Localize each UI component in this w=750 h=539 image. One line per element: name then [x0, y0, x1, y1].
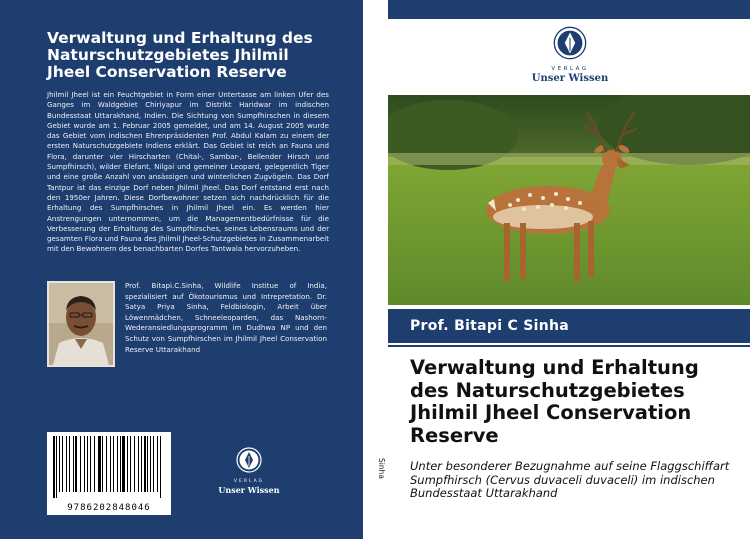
- barcode-bar: [138, 436, 139, 492]
- publisher-verlag-label: VERLAG: [551, 66, 589, 72]
- spine: [363, 0, 388, 539]
- barcode-bar: [69, 436, 70, 492]
- front-author-name: Prof. Bitapi C Sinha: [410, 318, 570, 334]
- publisher-logo-front: [514, 26, 626, 84]
- barcode-bar: [144, 436, 146, 492]
- publisher-verlag-label: VERLAG: [233, 479, 265, 484]
- barcode-number: 9786202848046: [67, 503, 151, 513]
- author-bio: Prof. Bitapi.C.Sinha, Wildlife Institue of India, spezialisiert auf Ökotourismus und Intrepretation. Dr. Satya Priya Sinha, Feldbiologin, Arbeit über Löwenmädchen, Schneeleoparden, das Nashorn-Wederansiedlungsprogramm im Dudhwa NP und den Schutz von Sumpfhirschen im Jhilmil Jheel Conservation Reserve Uttarakhand: [125, 281, 327, 354]
- barcode-bar: [94, 436, 95, 492]
- barcode-bar: [153, 436, 154, 492]
- barcode-bar: [62, 436, 63, 492]
- barcode-bar: [122, 436, 125, 492]
- barcode-bar: [106, 436, 107, 492]
- front-cover: [388, 0, 750, 539]
- barcode-bar: [160, 436, 161, 498]
- front-cover-title: Verwaltung und Erhaltung des Naturschutzgebietes Jhilmil Jheel Conservation Reserve: [410, 356, 699, 447]
- spine-author: Sinha: [377, 458, 386, 479]
- barcode-bar: [130, 436, 131, 492]
- barcode-bar: [150, 436, 151, 492]
- barcode-bar: [110, 436, 111, 492]
- publisher-logo-back: [214, 447, 284, 495]
- barcode-bar: [59, 436, 60, 492]
- front-top-bar: [388, 0, 750, 19]
- barcode-bar: [102, 436, 103, 492]
- barcode-bar: [53, 436, 55, 498]
- publisher-name: Unser Wissen: [531, 73, 609, 84]
- barcode-bar: [113, 436, 114, 492]
- pen-nib-logo-icon: [236, 447, 262, 473]
- pen-nib-logo-icon: [553, 26, 587, 60]
- barcode-bar: [134, 436, 135, 492]
- barcode-bar: [141, 436, 142, 492]
- barcode-bar: [157, 436, 158, 492]
- barcode-bar: [84, 436, 85, 492]
- barcode-bar: [73, 436, 74, 492]
- barcode-bar: [56, 436, 57, 498]
- barcode-bar: [98, 436, 101, 492]
- barcode-icon: [51, 436, 167, 498]
- divider: [388, 345, 750, 347]
- barcode-bar: [127, 436, 128, 492]
- barcode-bar: [120, 436, 121, 492]
- barcode-bar: [75, 436, 77, 492]
- barcode-bar: [80, 436, 81, 492]
- back-cover: [0, 0, 363, 539]
- barcode-bar: [87, 436, 88, 492]
- author-band: [388, 309, 750, 343]
- barcode: [47, 432, 171, 515]
- author-photo: [47, 281, 115, 367]
- back-cover-description: Jhilmil Jheel ist ein Feuchtgebiet in Form einer Untertasse am linken Ufer des Ganges im Waldgebiet Chiriyapur im Distrikt Haridwar im indischen Bundesstaat Uttarakhand, Indien. Die Sichtung von Sumpfhirschen in diesem Gebiet wurde am 1. Februar 2005 gemeldet, und am 14. August 2005 wurde das Gebiet vom indischen Ehrenpräsidenten Prof. Abdul Kalam zu einem der ersten Naturschutzgebiete Indiens erklärt. Das Gebiet ist reich an Fauna und Flora, darunter vier Hirscharten (Chital-, Sambar-, Bellender Hirsch und Sumpfhirsch), wilder Elefant, Nilgai und gemeiner Leopard, gelegentlich Tiger und eine große Anzahl von ansässigen und winterlichen Zugvögeln. Das Dorf Tantpur ist das einzige Dorf neben Jhilmil Jheel. Das Dorf entstand erst nach den 1950er Jahren. Diese Dorfbewohner setzen sich nachdrücklich für die Erhaltung des Sumpfhirsches in Jhilmil Jheel ein. Es werden hier Anstrengungen unternommen, um die Managementbedürfnisse für die Verbesserung der Erhaltung des Sumpfhirsches, seines Lebensraums und der gesamten Flora und Fauna des Jhilmil Jheel-Schutzgebietes in Zusammenarbeit mit den Bewohnern des benachbarten Dorfes Tantwala hervorzuheben.: [47, 90, 329, 254]
- publisher-name: Unser Wissen: [218, 485, 280, 495]
- barcode-bar: [147, 436, 148, 492]
- barcode-bar: [117, 436, 118, 492]
- author-portrait-icon: [49, 283, 113, 365]
- barcode-bar: [90, 436, 91, 492]
- barcode-bar: [66, 436, 67, 492]
- deer-photo: [388, 95, 750, 305]
- back-cover-title: Verwaltung und Erhaltung des Naturschutzgebietes Jhilmil Jheel Conservation Reserve: [47, 29, 313, 81]
- front-cover-subtitle: Unter besonderer Bezugnahme auf seine Flaggschiffart Sumpfhirsch (Cervus duvaceli duvaceli) im indischen Bundesstaat Uttarakhand: [410, 459, 730, 500]
- deer-icon: [388, 95, 750, 305]
